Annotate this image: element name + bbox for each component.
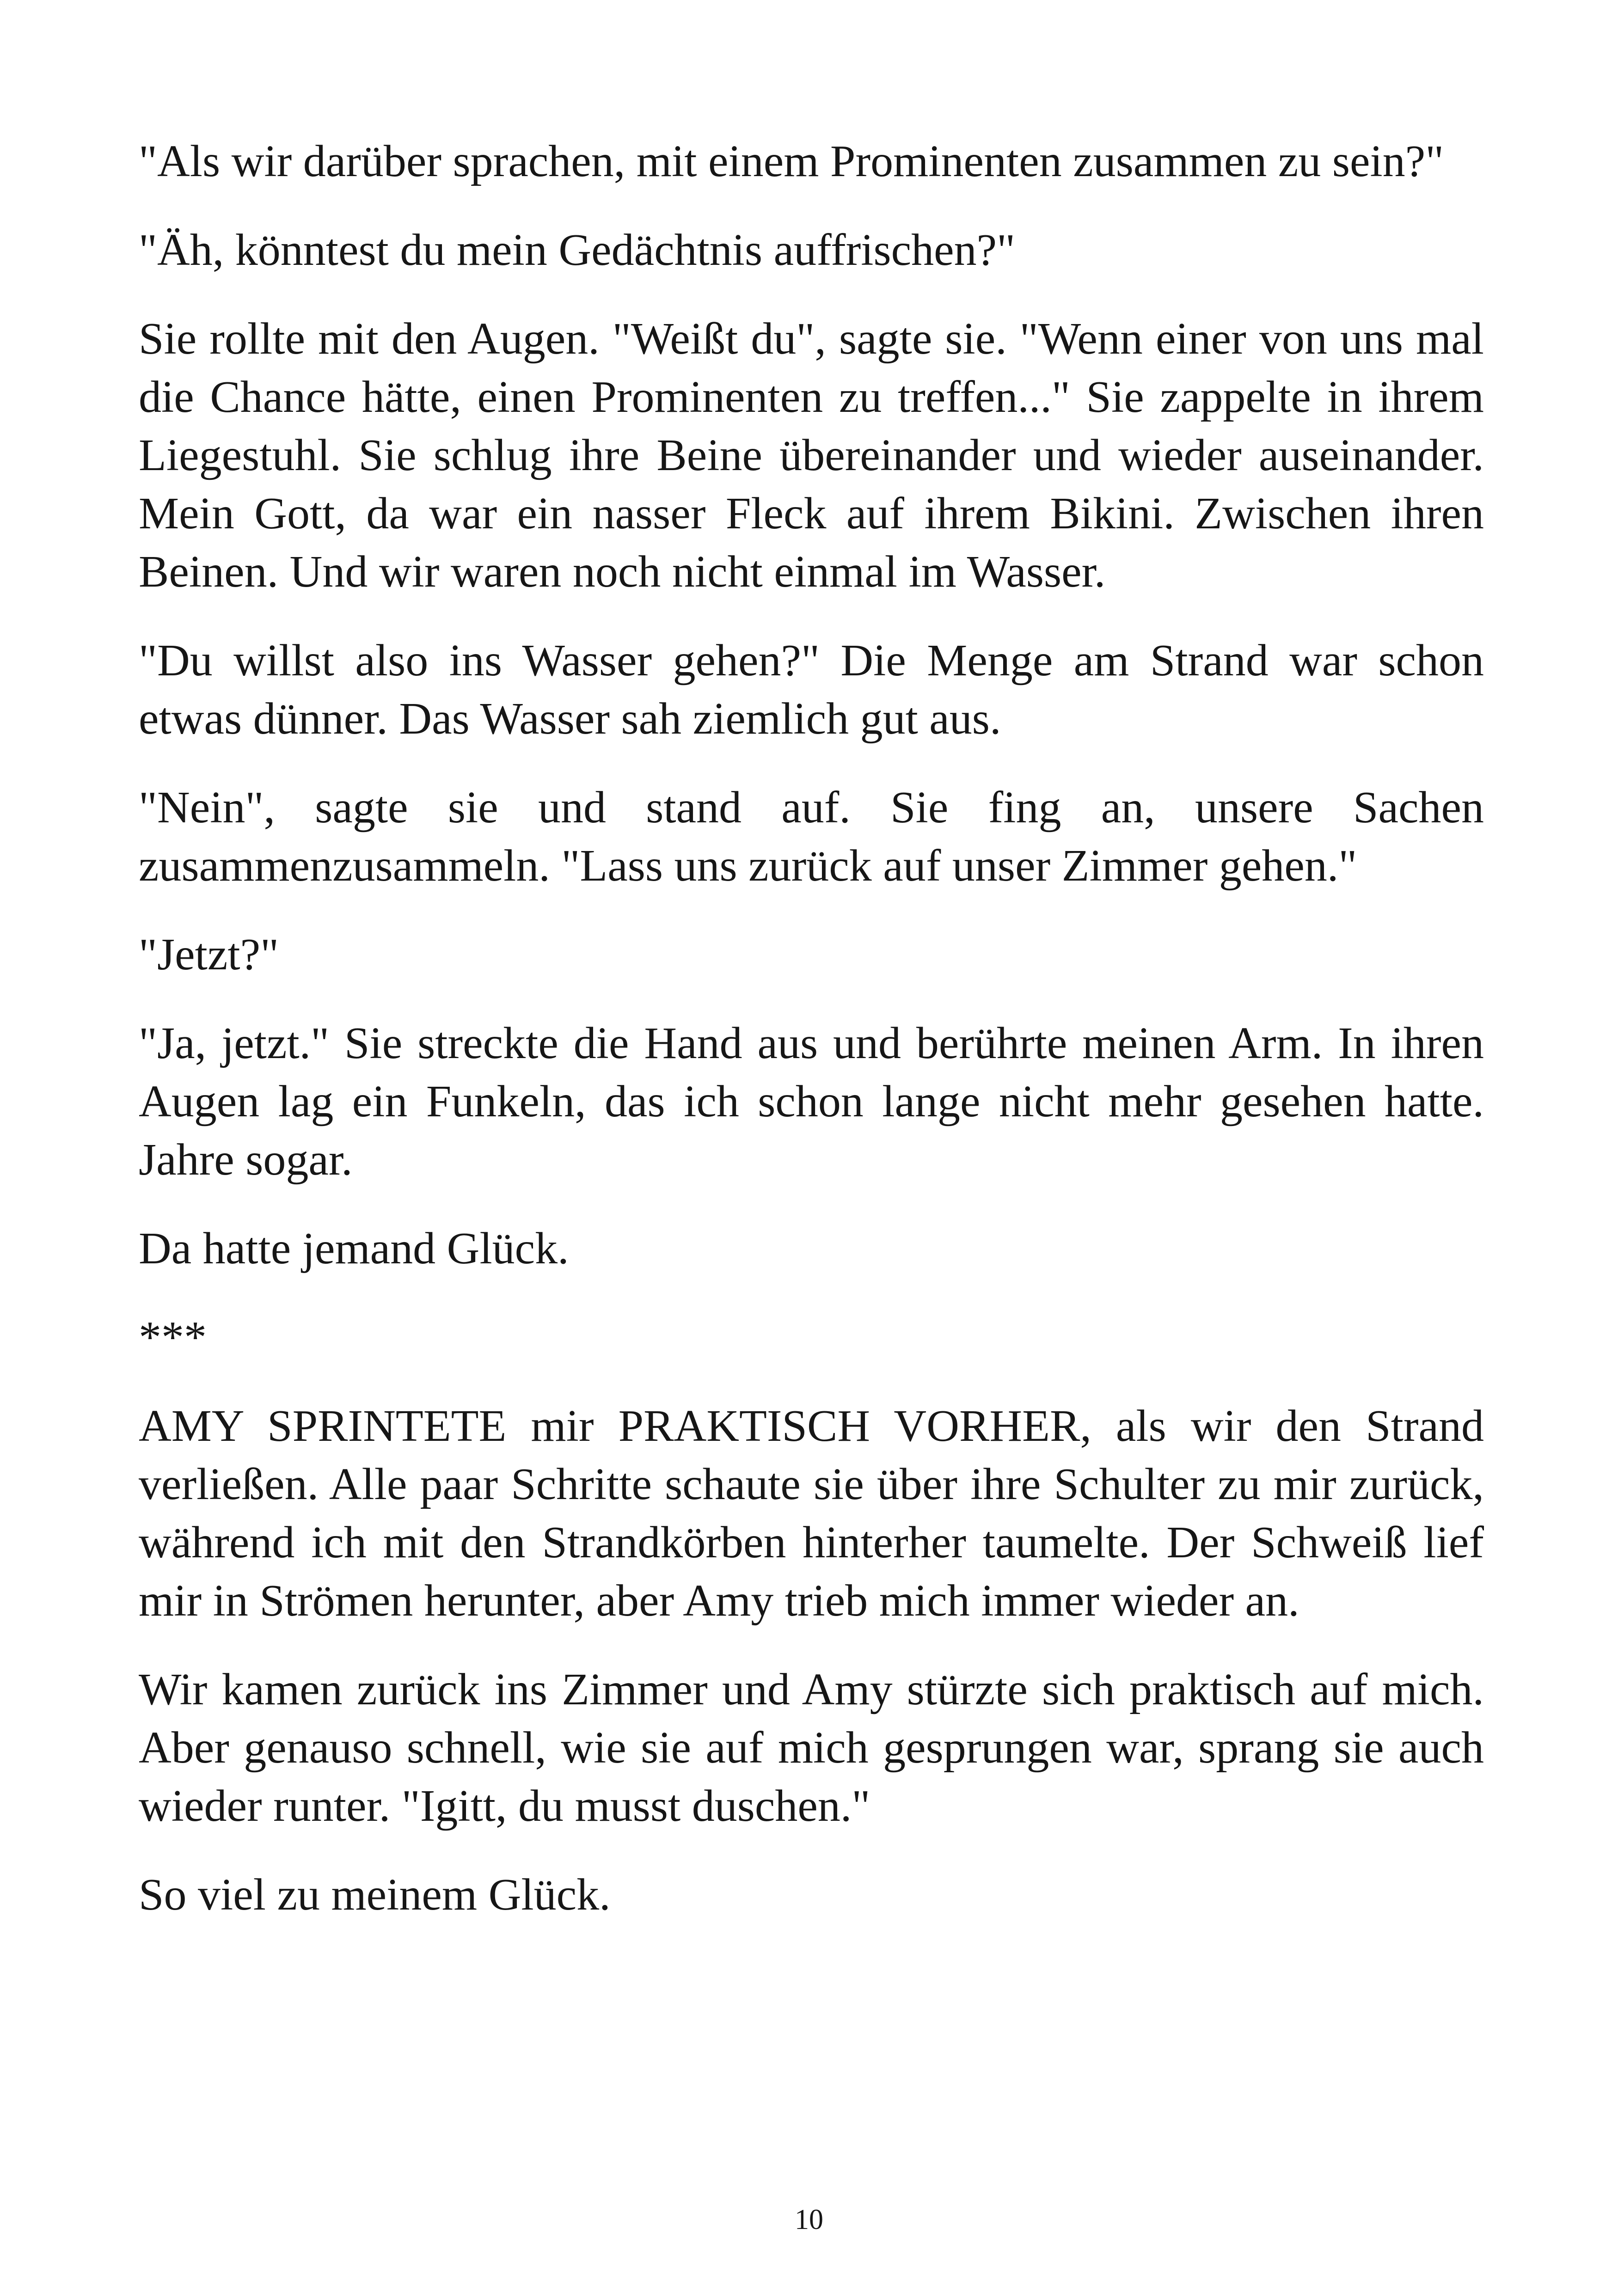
paragraph: So viel zu meinem Glück. [139, 1870, 611, 1920]
paragraph: "Ja, jetzt." Sie streckte die Hand aus und berührte meinen Arm. In ihren Augen lag ein Funkeln, das ich schon lange nicht mehr gesehen hatte. Jahre sogar. [139, 1018, 1484, 1185]
paragraph: Wir kamen zurück ins Zimmer und Amy stürzte sich praktisch auf mich. Aber genauso schnell, wie sie auf mich gesprungen war, sprang sie auch wieder runter. "Igitt, du musst duschen." [139, 1665, 1484, 1831]
page-number: 10 [795, 2204, 823, 2235]
body-text [139, 132, 1484, 1954]
paragraph: "Jetzt?" [139, 930, 279, 980]
scene-break: *** [139, 1312, 207, 1362]
paragraph: "Nein", sagte sie und stand auf. Sie fing an, unsere Sachen zusammenzusammeln. "Lass uns zurück auf unser Zimmer gehen." [139, 783, 1484, 891]
paragraph: "Als wir darüber sprachen, mit einem Prominenten zusammen zu sein?" [139, 136, 1444, 186]
paragraph: "Äh, könntest du mein Gedächtnis auffrischen?" [139, 225, 1016, 275]
paragraph: Sie rollte mit den Augen. "Weißt du", sagte sie. "Wenn einer von uns mal die Chance hätte, einen Prominenten zu treffen..." Sie zappelte in ihrem Liegestuhl. Sie schlug ihre Beine übereinander und wieder auseinander. Mein Gott, da war ein nasser Fleck auf ihrem Bikini. Zwischen ihren Beinen. Und wir waren noch nicht einmal im Wasser. [139, 314, 1484, 597]
paragraph: "Du willst also ins Wasser gehen?" Die Menge am Strand war schon etwas dünner. Das Wasser sah ziemlich gut aus. [139, 636, 1484, 744]
paragraph: Da hatte jemand Glück. [139, 1224, 569, 1274]
paragraph: AMY SPRINTETE mir PRAKTISCH VORHER, als wir den Strand verließen. Alle paar Schritte schaute sie über ihre Schulter zu mir zurück, während ich mit den Strandkörben hinterher taumelte. Der Schweiß lief mir in Strömen herunter, aber Amy trieb mich immer wieder an. [139, 1401, 1484, 1626]
